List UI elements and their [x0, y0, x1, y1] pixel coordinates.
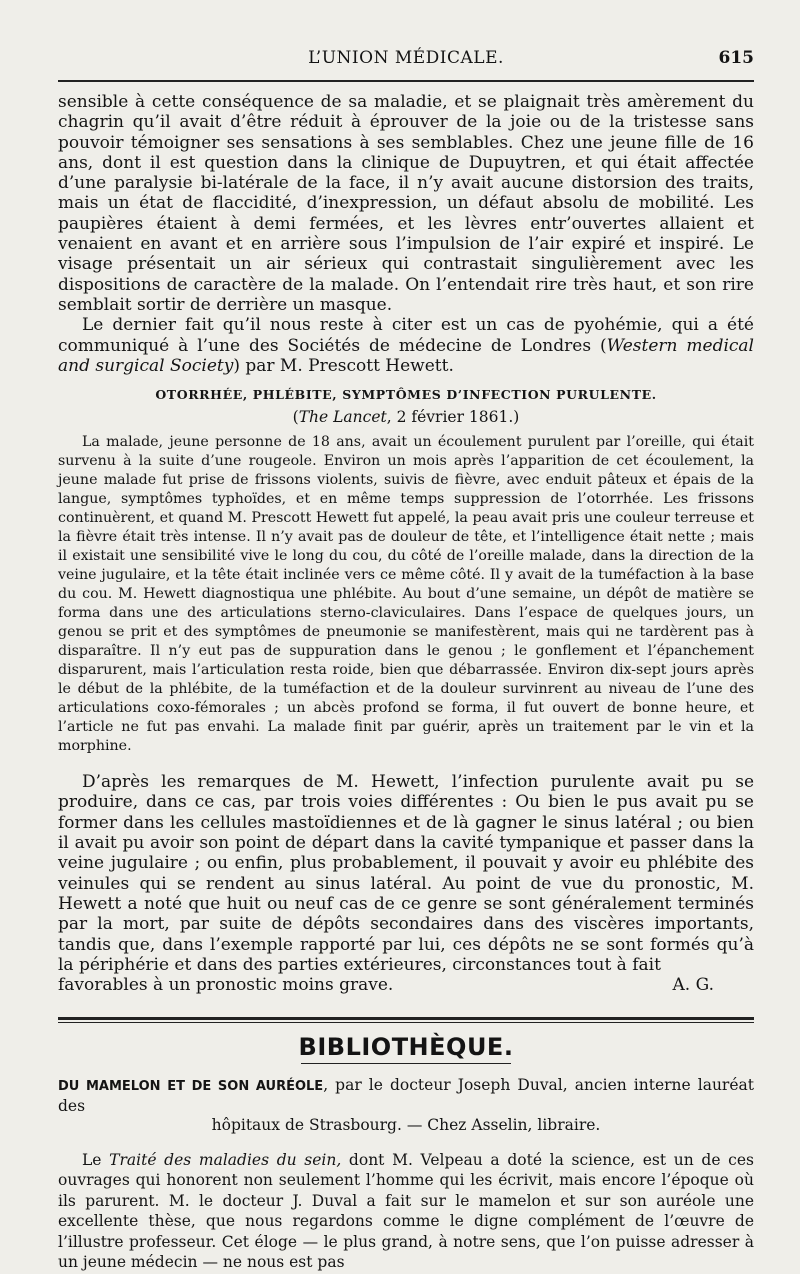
- pyohemia-intro-end: ) par M. Prescott Hewett.: [233, 355, 454, 376]
- running-head: L’UNION MÉDICALE.: [308, 48, 504, 68]
- commentary-last-line: favorables à un pronostic moins grave.: [58, 975, 394, 996]
- intro-paragraph: sensible à cette conséquence de sa maladie, et se plaignait très amèrement du chagrin qu’il avait d’être réduit à éprouver de la joie ou de la tristesse sans pouvoir témoigner ses sensations à ses semblables. Chez une jeune fille de 16 ans, dont il est question dans la clinique de Dupuytren, et qui était affectée d’une paralysie bi-latérale de la face, il n’y avait aucune distorsion des traits, mais un état de flaccidité, d’inexpression, un défaut absolu de mobilité. Les paupières étaient à demi fermées, et les lèvres entr’ouvertes allaient et venaient en avant et en arrière sous l’impulsion de l’air expiré et inspiré. Le visage présentait un air sérieux qui contrastait singulièrement avec les dispositions de caractère de la malade. On l’entendait rire très haut, et son rire semblait sortir de derrière un masque.: [58, 92, 754, 315]
- page-header: [58, 48, 754, 72]
- article-title: OTORRHÉE, PHLÉBITE, SYMPTÔMES D’INFECTION PURULENTE.: [155, 387, 657, 403]
- bibliotheque-heading: BIBLIOTHÈQUE.: [298, 1033, 514, 1062]
- page-number: 615: [718, 48, 754, 68]
- source-date: , 2 février 1861.: [386, 408, 514, 427]
- book-publisher: hôpitaux de Strasbourg. — Chez Asselin, libraire.: [211, 1116, 601, 1135]
- article-source: (The Lancet, 2 février 1861.): [292, 408, 520, 427]
- book-title: DU MAMELON ET DE SON AURÉOLE: [58, 1079, 324, 1095]
- book-citation: [58, 1076, 754, 1116]
- society-name: Western medical and surgical Society: [58, 335, 754, 376]
- pyohemia-intro-start: Le dernier fait qu’il nous reste à citer est un cas de pyohémie, qui a été communiqué à l’une des Sociétés de médecine de Londres (: [58, 315, 754, 356]
- section-divider: [58, 1017, 754, 1023]
- pyohemia-intro-paragraph: [58, 315, 754, 376]
- author-signature: A. G.: [672, 975, 714, 996]
- header-rule: [58, 80, 754, 82]
- source-journal: The Lancet: [298, 408, 387, 427]
- book-author: , par le docteur Joseph Duval, ancien interne lauréat des: [58, 1076, 754, 1115]
- commentary-paragraph: D’après les remarques de M. Hewett, l’infection purulente avait pu se produire, dans ce cas, par trois voies différentes : Ou bien le pus avait pu se former dans les cellules mastoïdiennes et de là gagner le sinus latéral ; ou bien il avait pu avoir son point de départ dans la cavité tympanique et passer dans la veine jugulaire ; ou enfin, plus probablement, il pouvait y avoir eu phlébite des veinules qui se rendent au sinus latéral. Au point de vue du pronostic, M. Hewett a noté que huit ou neuf cas de ce genre se sont généralement terminés par la mort, par suite de dépôts secondaires dans des viscères importants, tandis que, dans l’exemple rapporté par lui, ces dépôts ne se sont formés qu’à la périphérie et dans des parties extérieures, circonstances tout à fait: [58, 772, 754, 975]
- heading-underline: [301, 1063, 511, 1064]
- commentary-closing-line: [58, 975, 754, 995]
- review-paragraph: [58, 1150, 754, 1273]
- case-report-paragraph: La malade, jeune personne de 18 ans, avait un écoulement purulent par l’oreille, qui était survenu à la suite d’une rougeole. Environ un mois après l’apparition de cet écoulement, la jeune malade fut prise de frissons violents, suivis de fièvre, avec enduit pâteux et épais de la langue, symptômes typhoïdes, et en même temps suppression de l’otorrhée. Les frissons continuèrent, et quand M. Prescott Hewett fut appelé, la peau avait pris une couleur terreuse et la fièvre était très intense. Il n’y avait pas de douleur de tête, et l’intelligence était nette ; mais il existait une sensibilité vive le long du cou, du côté de l’oreille malade, dans la direction de la veine jugulaire, et la tête était inclinée vers ce même côté. Il y avait de la tuméfaction à la base du cou. M. Hewett diagnostiqua une phlébite. Au bout d’une semaine, un dépôt de matière se forma dans une des articulations sterno-claviculaires. Dans l’espace de quelques jours, un genou se prit et des symptômes de pneumonie se manifestèrent, mais qui ne tardèrent pas à disparaître. Il n’y eut pas de suppuration dans le genou ; le gonflement et l’épanchement disparurent, mais l’articulation resta roide, bien que débarrassée. Environ dix-sept jours après le début de la phlébite, de la tuméfaction et de la douleur survinrent au niveau de l’une des articulations coxo-fémorales ; un abcès profond se forma, il fut ouvert de bonne heure, et l’article ne fut pas envahi. La malade finit par guérir, après un traitement par le vin et la morphine.: [58, 434, 754, 755]
- review-text: dont M. Velpeau a doté la science, est un de ces ouvrages qui honorent non seulement l’homme qui les écrivit, mais encore l’époque où ils parurent. M. le docteur J. Duval a fait sur le mamelon et sur son auréole une excellente thèse, que nous regardons comme le digne complément de l’œuvre de l’illustre professeur. Cet éloge — le plus grand, à notre sens, que l’on puisse adresser à un jeune médecin — ne nous est pas: [58, 1150, 754, 1272]
- review-start: Le: [82, 1150, 110, 1169]
- review-work-title: Traité des maladies du sein,: [109, 1150, 342, 1169]
- page-content: [58, 92, 754, 1273]
